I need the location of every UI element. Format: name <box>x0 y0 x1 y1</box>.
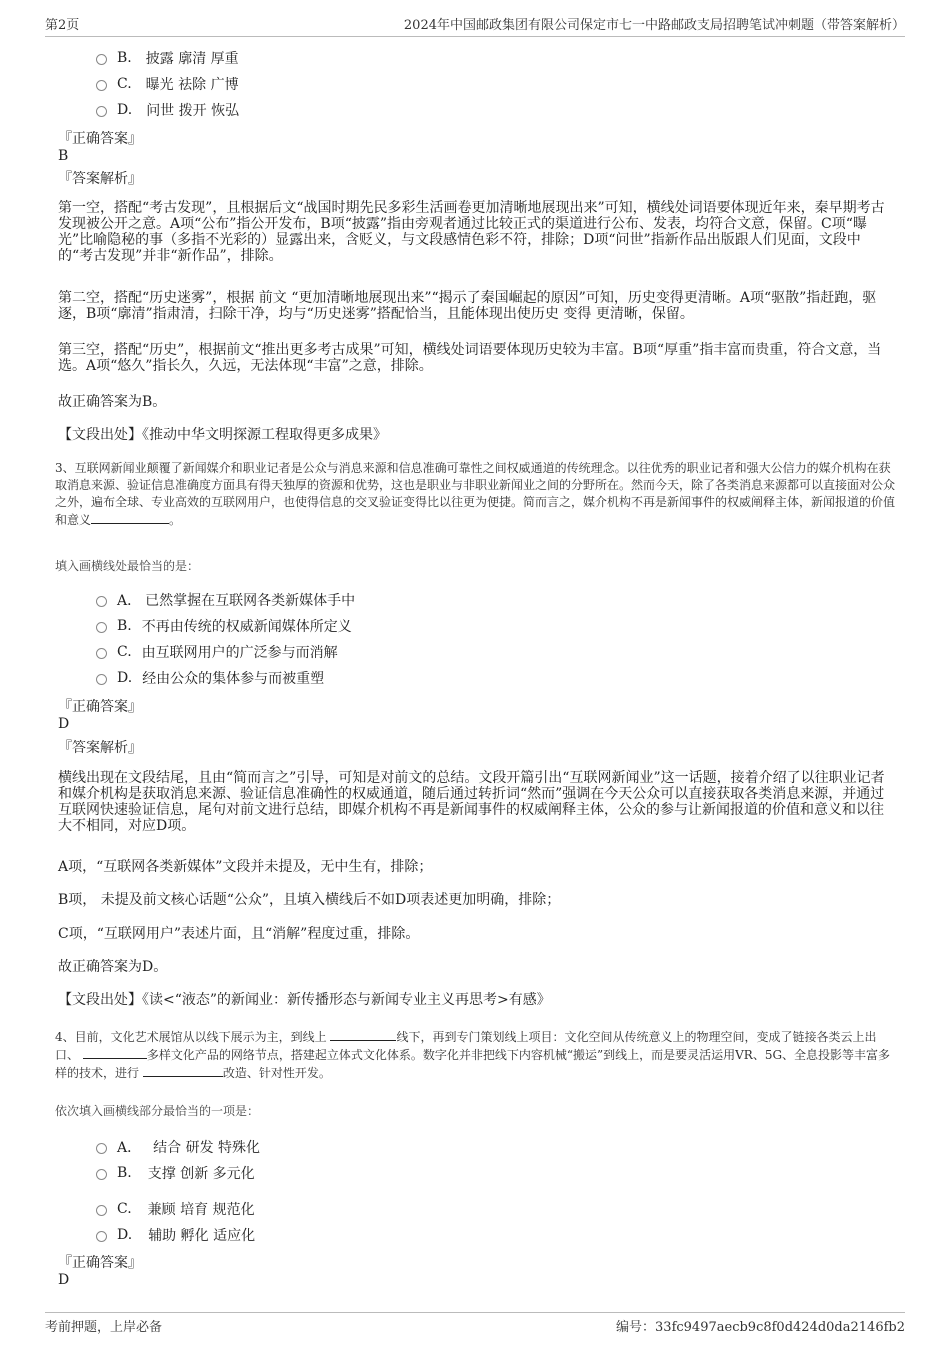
q3-analysis-conclusion: 故正确答案为D。 <box>58 959 168 975</box>
radio-icon[interactable] <box>96 54 107 65</box>
footer-slogan: 考前押题，上岸必备 <box>45 1320 163 1335</box>
q2-analysis-tag: 『答案解析』 <box>58 171 142 187</box>
q2-analysis-conclusion: 故正确答案为B。 <box>58 394 167 410</box>
q2-option-d[interactable]: D. 问世 拨开 恢弘 <box>96 100 239 120</box>
q3-option-b[interactable]: B. 不再由传统的权威新闻媒体所定义 <box>96 616 352 636</box>
radio-icon[interactable] <box>96 622 107 633</box>
radio-icon[interactable] <box>96 106 107 117</box>
page-number: 第2页 <box>45 18 80 33</box>
q3-correct-answer-tag: 『正确答案』 <box>58 699 142 715</box>
answer-blank <box>143 1064 223 1077</box>
q2-option-c[interactable]: C. 曝光 祛除 广博 <box>96 74 239 94</box>
document-id: 编号：33fc9497aecb9c8f0d424d0da2146fb2 <box>616 1320 905 1335</box>
q3-option-c[interactable]: C. 由互联网用户的广泛参与而消解 <box>96 642 338 662</box>
q4-question-text: 4、目前，文化艺术展馆从以线下展示为主，到线上 线下，再到专门策划线上项目：文化空间从传统意义上的物理空间，变成了链接各类云上出口、 多样文化产品的网络节点，搭建起立体式文化体系。数字化并非把线下内容机械“搬运”到线上，而是要灵活运用VR、5G、全息投影等丰富多样的技术，进行 改造、针对性开发。 <box>55 1030 891 1080</box>
q3-analysis-paragraph: 横线出现在文段结尾，且由“简而言之”引导，可知是对前文的总结。文段开篇引出“互联网新闻业”这一话题，接着介绍了以往职业记者和媒介机构是获取消息来源、验证信息准确性的权威通道，随后通过转折词“然而”强调在今天公众可以直接获取各类消息来源，并通过互联网快速验证信息，尾句对前文进行总结，即媒介机构不再是新闻事件的权威阐释主体，公众的参与让新闻报道的价值和意义和以往大不相同，对应D项。 <box>58 770 885 834</box>
q3-analysis-paragraph: A项，“互联网各类新媒体”文段并未提及，无中生有，排除； <box>58 859 433 875</box>
q2-correct-answer: B <box>58 148 69 164</box>
q4-option-b[interactable]: B. 支撑 创新 多元化 <box>96 1163 255 1183</box>
q3-correct-answer: D <box>58 716 70 732</box>
q4-option-c[interactable]: C. 兼顾 培育 规范化 <box>96 1199 255 1219</box>
q3-prompt: 填入画横线处最恰当的是： <box>55 559 200 573</box>
q3-question-text: 3、互联网新闻业颠覆了新闻媒介和职业记者是公众与消息来源和信息准确可靠性之间权威通道的传统理念。以往优秀的职业记者和强大公信力的媒介机构在获取消息来源、验证信息准确度方面具有得天独厚的资源和优势，这也是职业与非职业新闻业之间的分野所在。然而今天，除了各类消息来源都可以直接面对公众之外，遍布全球、专业高效的互联网用户，也使得信息的交叉验证变得比以往更为便捷。简而言之，媒介机构不再是新闻事件的权威阐释主体，新闻报道的价值和意义 。 <box>55 461 896 527</box>
q4-option-d[interactable]: D. 辅助 孵化 适应化 <box>96 1225 255 1245</box>
radio-icon[interactable] <box>96 80 107 91</box>
q3-analysis-paragraph: C项，“互联网用户”表述片面，且“消解”程度过重，排除。 <box>58 926 420 942</box>
radio-icon[interactable] <box>96 1205 107 1216</box>
q4-correct-answer-tag: 『正确答案』 <box>58 1255 142 1271</box>
q2-analysis-paragraph: 第一空，搭配“考古发现”，且根据后文“战国时期先民多彩生活画卷更加清晰地展现出来”可知，横线处词语要体现近年来，秦早期考古发现被公开之意。A项“公布”指公开发布，B项“披露”指由旁观者通过比较正式的渠道进行公布、发表，均符合文意，保留。C项“曝光”比喻隐秘的事（多指不光彩的）显露出来，含贬义，与文段感情色彩不符，排除；D项“问世”指新作品出版跟人们见面，文段中的“考古发现”并非“新作品”，排除。 <box>58 200 885 264</box>
document-title: 2024年中国邮政集团有限公司保定市七一中路邮政支局招聘笔试冲刺题（带答案解析） <box>403 18 905 33</box>
q3-source: 【文段出处】《读<“液态”的新闻业：新传播形态与新闻专业主义再思考>有感》 <box>58 992 551 1008</box>
q2-option-b[interactable]: B. 披露 廓清 厚重 <box>96 48 239 68</box>
answer-blank <box>330 1028 396 1041</box>
q3-option-a[interactable]: A． 已然掌握在互联网各类新媒体手中 <box>96 590 355 610</box>
q3-option-d[interactable]: D. 经由公众的集体参与而被重塑 <box>96 668 324 688</box>
radio-icon[interactable] <box>96 1143 107 1154</box>
q4-prompt: 依次填入画横线部分最恰当的一项是： <box>55 1104 260 1118</box>
answer-blank <box>83 1046 147 1059</box>
radio-icon[interactable] <box>96 596 107 607</box>
q2-source: 【文段出处】《推动中华文明探源工程取得更多成果》 <box>58 427 387 443</box>
q4-option-a[interactable]: A． 结合 研发 特殊化 <box>96 1137 260 1157</box>
q2-analysis-paragraph: 第二空，搭配“历史迷雾”，根据 前文 “更加清晰地展现出来”“揭示了秦国崛起的原因”可知，历史变得更清晰。A项“驱散”指赶跑，驱逐，B项“廓清”指肃清，扫除干净，均与“历史迷雾”搭配恰当，且能体现出使历史 变得 更清晰，保留。 <box>58 290 877 322</box>
radio-icon[interactable] <box>96 674 107 685</box>
page-footer <box>45 1312 905 1335</box>
q3-analysis-paragraph: B项， 未提及前文核心话题“公众”，且填入横线后不如D项表述更加明确，排除； <box>58 892 561 908</box>
q4-correct-answer: D <box>58 1272 70 1288</box>
radio-icon[interactable] <box>96 648 107 659</box>
radio-icon[interactable] <box>96 1231 107 1242</box>
answer-blank <box>91 511 169 524</box>
q2-analysis-paragraph: 第三空，搭配“历史”，根据前文“推出更多考古成果”可知，横线处词语要体现历史较为丰富。B项“厚重”指丰富而贵重，符合文意，当选。A项“悠久”指长久，久远，无法体现“丰富”之意，排除。 <box>58 342 882 374</box>
q2-correct-answer-tag: 『正确答案』 <box>58 131 142 147</box>
radio-icon[interactable] <box>96 1169 107 1180</box>
page-header <box>45 14 905 37</box>
q3-analysis-tag: 『答案解析』 <box>58 740 142 756</box>
